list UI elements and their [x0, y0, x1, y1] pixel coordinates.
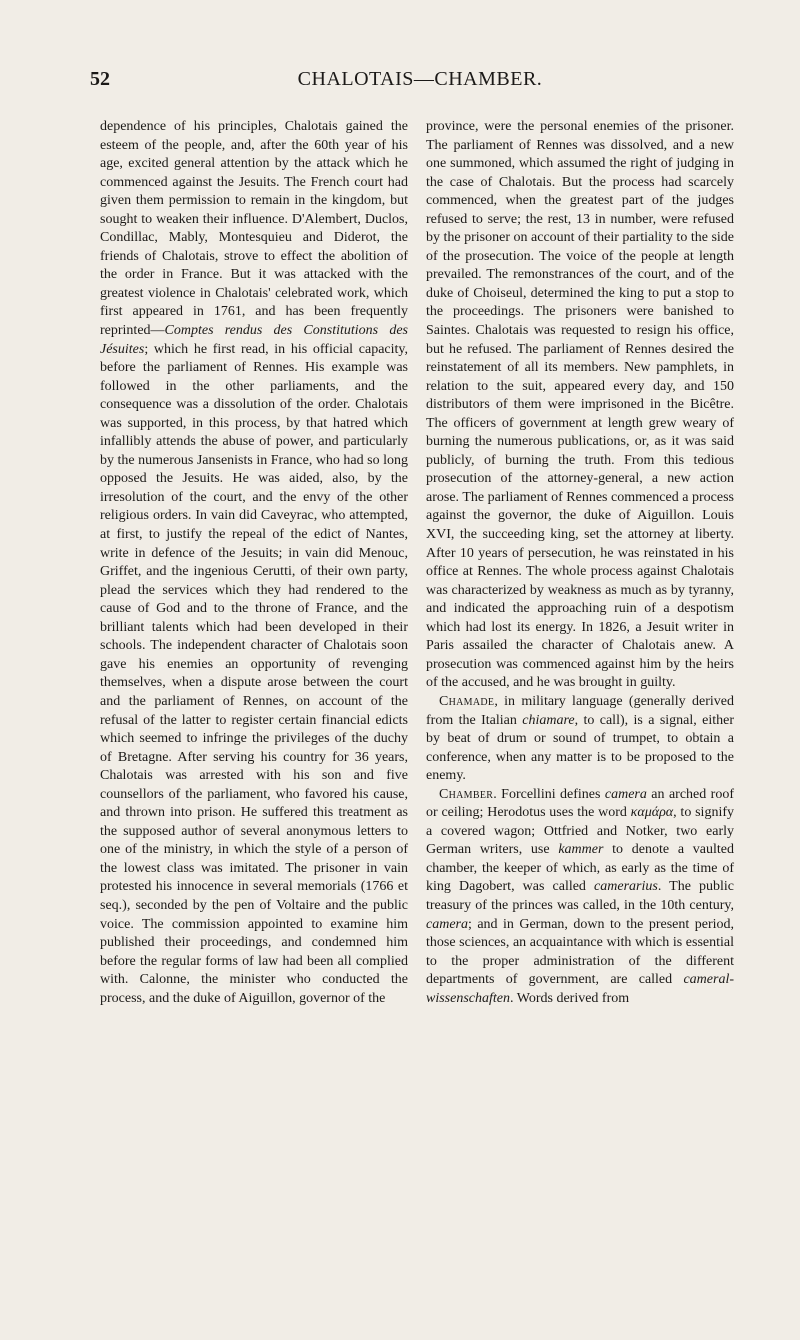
- chamber-italic-camera: camera: [604, 786, 647, 802]
- chamber-text-a: . Forcellini defines: [493, 786, 605, 802]
- chamber-italic-cameral: cameral-wissenschaften: [426, 972, 734, 1006]
- chamber-text-f: ; and in German, down to the present period, those sciences, an acquaintance with which is essential to the proper administration of the different departments of government, are called: [426, 916, 734, 988]
- left-column: [100, 118, 408, 1008]
- chamber-italic-camerarius: camerarius: [594, 879, 658, 895]
- chamade-text-b: , to call), is a signal, either by beat of drum or sound of trumpet, to obtain a conference, when any matter is to be proposed to the enemy.: [426, 712, 735, 784]
- page-header: [90, 68, 750, 98]
- chamade-headword: Chamade: [439, 693, 495, 709]
- right-column: [426, 118, 734, 1008]
- chalotais-paragraph: [100, 118, 408, 1008]
- chamade-italic: chiamare: [522, 712, 575, 728]
- chamber-text-d: to denote a vaulted chamber, the keeper of which, as early as the time of king Dagobert, was called: [426, 842, 734, 895]
- chamber-italic-camera-2: camera: [426, 916, 468, 932]
- chamber-text-g: . Words derived from: [510, 990, 630, 1006]
- chamber-greek-word: καμάρα: [630, 805, 674, 821]
- chamber-italic-kammer: kammer: [558, 842, 604, 858]
- chamade-text-a: , in military language (generally derived from the Italian: [426, 693, 734, 728]
- chamber-text-c: , to signify a covered wagon; Ottfried and Notker, two early German writers, use: [426, 805, 734, 858]
- chamber-headword: Chamber: [439, 786, 494, 802]
- chalotais-text-b: ; which he first read, in his official capacity, before the parliament of Rennes. His example was followed in the other parliaments, and the consequence was a dissolution of the order. Chalotais was supported, in this process, by that hatred which infallibly attends the abuse of power, and particularly by the numerous Jansenists in France, who had so long opposed the Jesuits. He was aided, also, by the irresolution of the court, and the envy of the other religious orders. In vain did Caveyrac, who attempted, at first, to justify the repeal of the edict of Nantes, write in defence of the Jesuits; in vain did Menouc, Griffet, and the ingenious Cerutti, of their own party, plead the services which they had rendered to the cause of God and to the throne of France, and the brilliant talents which had been developed in their schools. The independent character of Chalotais soon gave his enemies an opportunity of revenging themselves, when a dispute arose between the court and the parliament of Rennes, on account of the refusal of the latter to register certain financial edicts which seemed to infringe the privileges of the duchy of Bretagne. After serving his country for 36 years, Chalotais was arrested with his son and five counsellors of the parliament, who favored his cause, and thrown into prison. He suffered this treatment as the supposed author of several anonymous letters to one of the ministry, in which the style of a person of the lowest class was imitated. The prisoner in vain protested his innocence in several memorials (1766 et seq.), seconded by the pen of Voltaire and the public voice. The commission appointed to examine him published their proceedings, and condemned him before the regular forms of law had been all complied with. Calonne, the minister who conducted the process, and the duke of Aiguillon, governor of the: [100, 341, 408, 1006]
- chamber-entry: [426, 786, 734, 1009]
- chamade-entry: [426, 693, 734, 786]
- chalotais-paragraph-continued: province, were the personal enemies of the prisoner. The parliament of Rennes was dissolved, and a new one summoned, which assumed the right of judging in the case of Chalotais. But the process had scarcely commenced, when the greatest part of the judges refused to serve; the rest, 13 in number, were refused by the prisoner on account of their partiality to the side of the prosecution. The voice of the people at length prevailed. The remonstrances of the court, and of the duke of Choiseul, determined the king to put a stop to the proceedings. The prisoners were banished to Saintes. Chalotais was requested to resign his office, but he refused. The parliament of Rennes desired the reinstatement of all its members. New pamphlets, in relation to the suit, appeared every day, and 150 distributors of them were imprisoned in the Bicêtre. The officers of government at length grew weary of burning the numerous publications, or, as it was said publicly, of burning the truth. From this tedious prosecution of the attorney-general, a new action arose. The parliament of Rennes commenced a process against the governor, the duke of Aiguillon. Louis XVI, the succeeding king, set the attorney at liberty. After 10 years of persecution, he was reinstated in his office at Rennes. The whole process against Chalotais was characterized by weakness as much as by tyranny, and indicated the approaching ruin of a despotism which had lost its energy. In 1826, a Jesuit writer in Paris assailed the character of Chalotais anew. A prosecution was commenced against him by the heirs of the accused, and he was brought in guilty.: [426, 119, 734, 691]
- chamber-text-b: an arched roof or ceiling; Herodotus uses the word: [426, 786, 734, 821]
- chalotais-text-a: dependence of his principles, Chalotais gained the esteem of the people, and, after the 60th year of his age, excited general attention by the attack which he commenced against the Jesuits. The French court had given them permission to remain in the kingdom, but sought to weaken their influence. D'Alembert, Duclos, Condillac, Mably, Montesquieu and Diderot, the friends of Chalotais, strove to effect the abolition of the order in France. But it was attacked with the greatest violence in Chalotais' celebrated work, which first appeared in 1761, and has been frequently reprinted—: [100, 119, 408, 339]
- running-head: CHALOTAIS—CHAMBER.: [297, 68, 543, 90]
- chamber-text-e: . The public treasury of the princes was called, in the 10th century,: [426, 879, 734, 913]
- page-number: 52: [90, 68, 110, 90]
- book-title: Comptes rendus des Constitutions des Jésuites: [100, 323, 408, 357]
